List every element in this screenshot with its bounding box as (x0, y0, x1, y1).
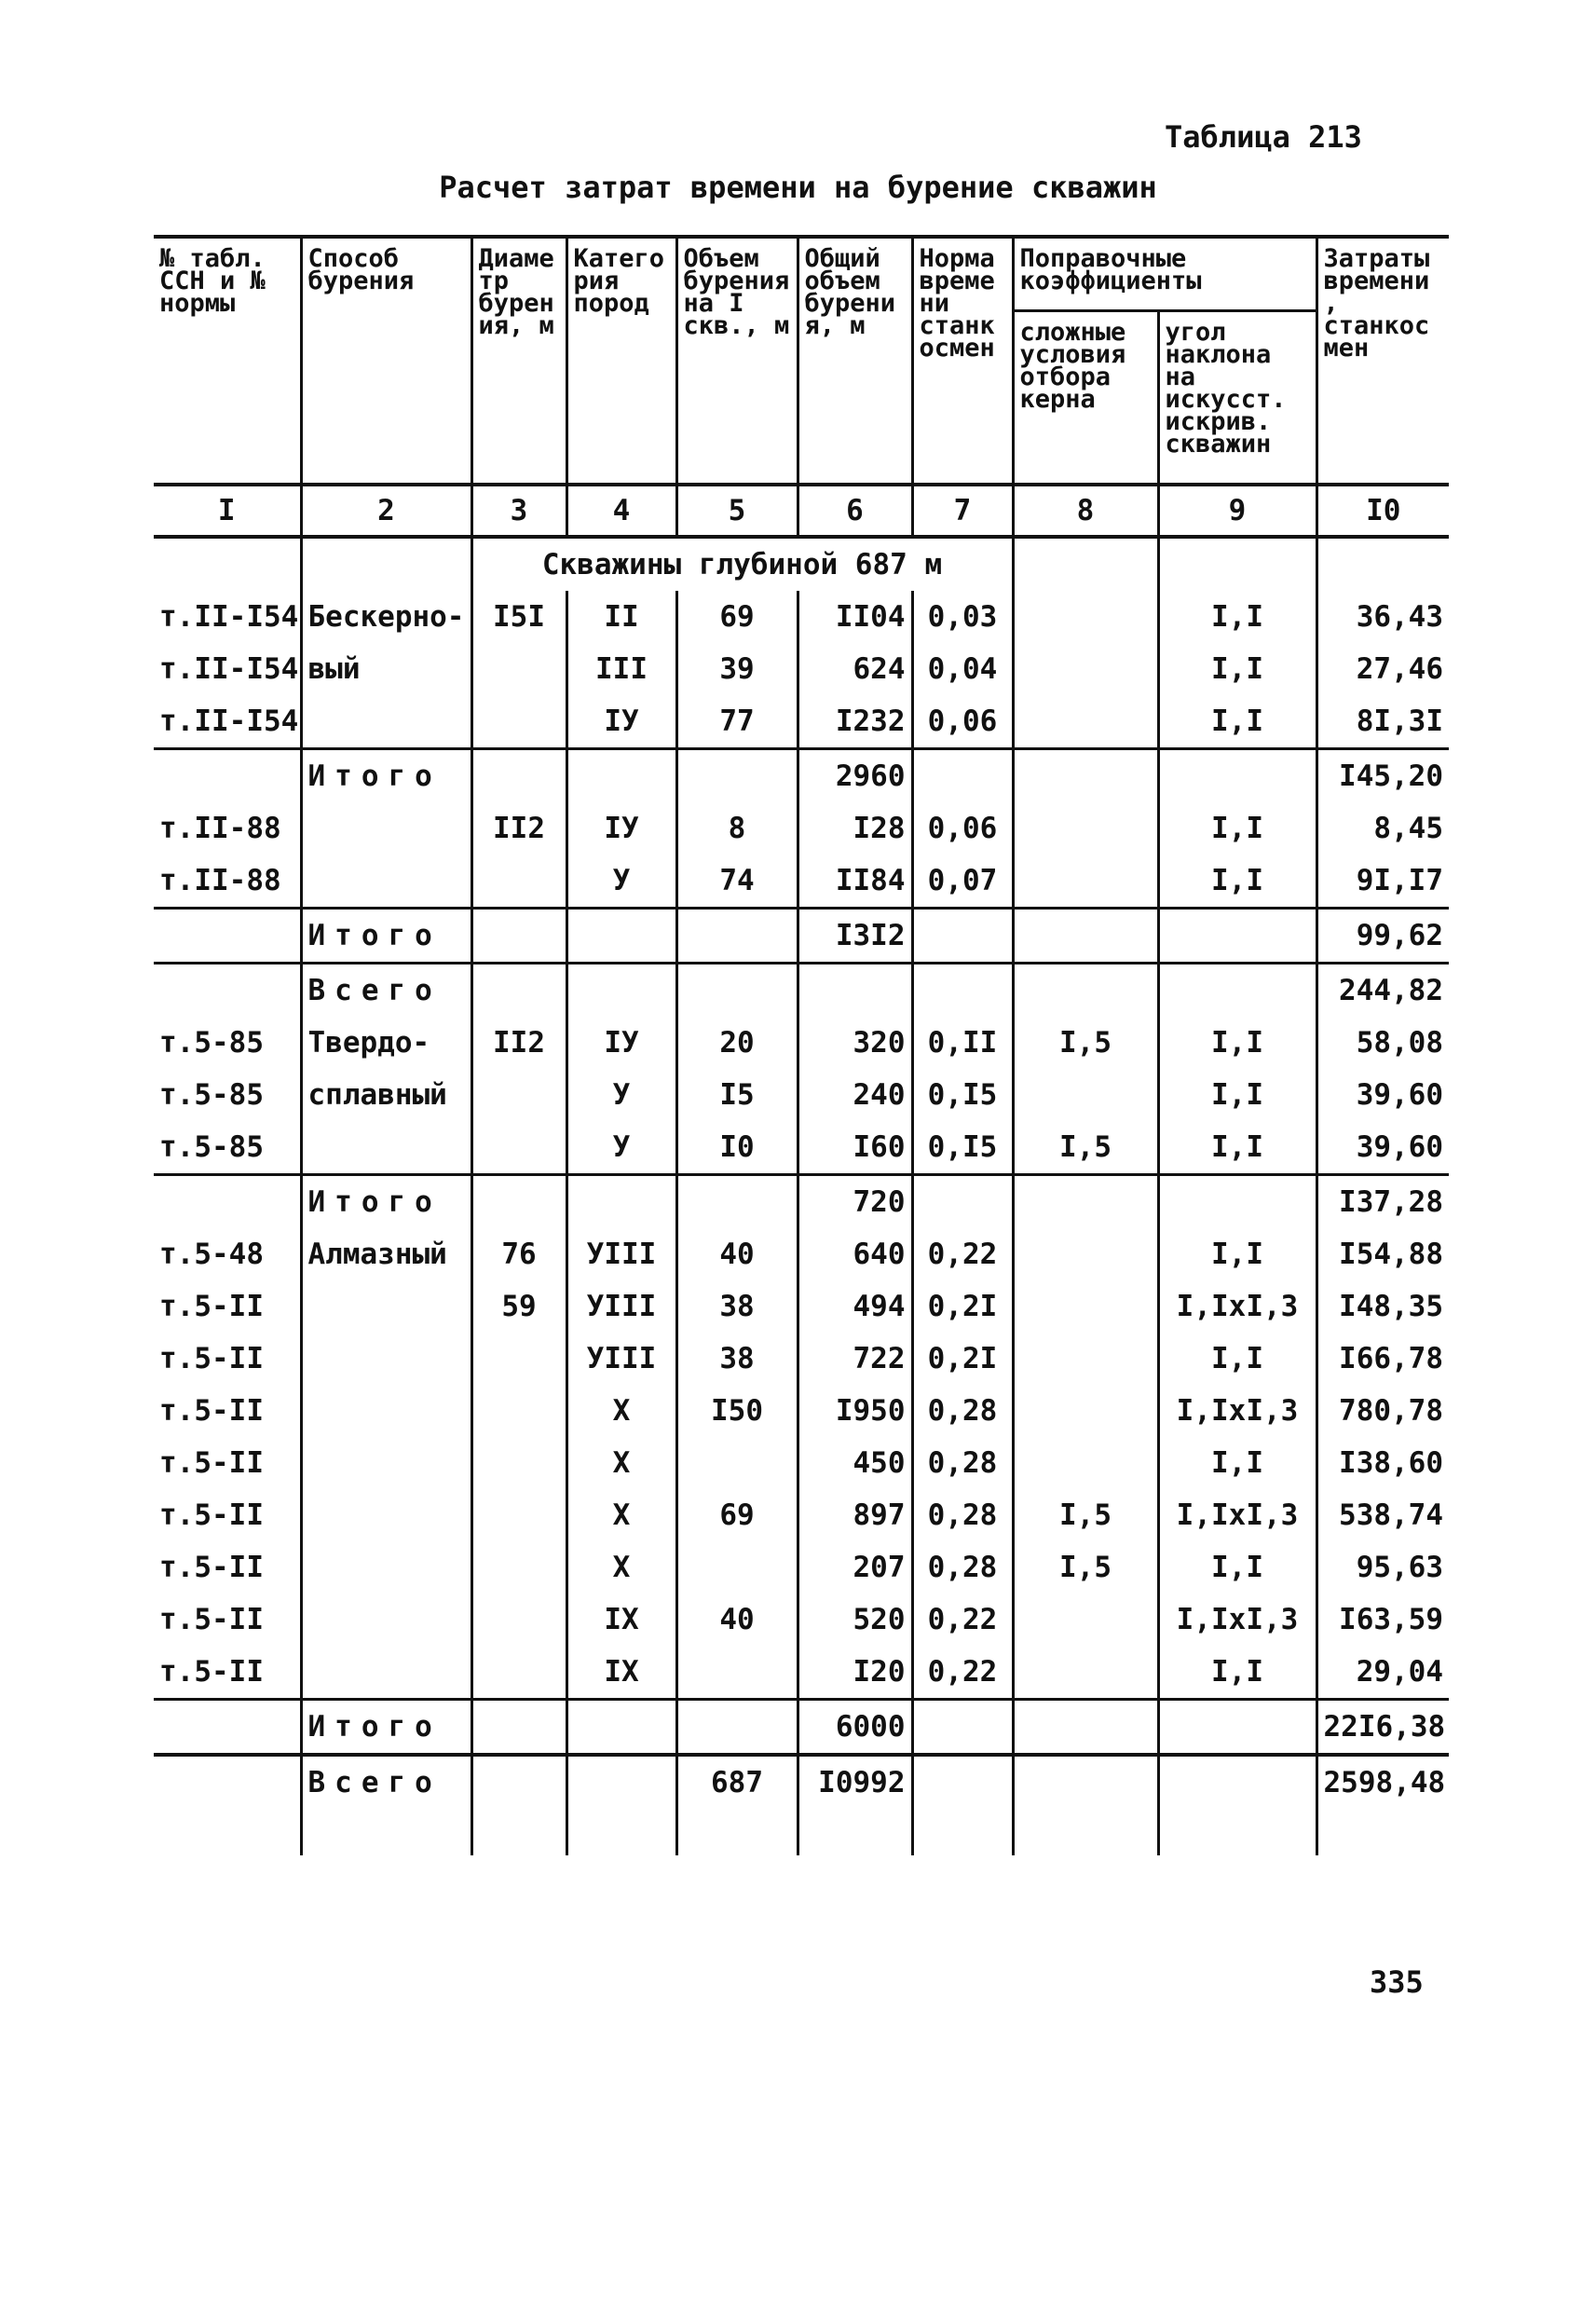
table-cell: т.5-85 (159, 1130, 264, 1164)
table-row (154, 1385, 1449, 1437)
table-cell: т.5-II (159, 1446, 264, 1480)
table-cell: 9I,I7 (1316, 855, 1449, 909)
table-cell (676, 1541, 798, 1594)
table-cell: I,I (1158, 1069, 1316, 1121)
table-cell (676, 1437, 798, 1489)
table-cell: I,I (1158, 855, 1316, 909)
table-cell: 450 (798, 1437, 912, 1489)
total-row (154, 1755, 1449, 1809)
table-cell (1013, 1385, 1158, 1437)
table-cell: 0,28 (912, 1489, 1013, 1541)
table-cell: 74 (676, 855, 798, 909)
table-row (154, 802, 1449, 855)
table-cell: 0,28 (912, 1437, 1013, 1489)
table-row (154, 1594, 1449, 1646)
table-cell: X (566, 1541, 676, 1594)
table-cell: т.5-II (159, 1342, 264, 1375)
table-cell: 40 (676, 1228, 798, 1280)
table-cell: вый (301, 643, 471, 695)
table-cell (566, 1755, 676, 1809)
table-cell: X (566, 1437, 676, 1489)
header-rock-category: Категория пород (566, 237, 676, 485)
table-row (154, 695, 1449, 749)
table-cell: 0,28 (912, 1541, 1013, 1594)
column-number: I (154, 485, 301, 537)
table-cell: I950 (798, 1385, 912, 1437)
table-cell: I,IxI,3 (1158, 1280, 1316, 1333)
table-cell: IУ (566, 695, 676, 749)
total-row (154, 1700, 1449, 1756)
table-cell (154, 1175, 301, 1229)
header-volume-per-well: Объем бурения на I скв., м (676, 237, 798, 485)
table-cell: 624 (798, 643, 912, 695)
table-cell (1013, 909, 1158, 964)
table-cell (1013, 1069, 1158, 1121)
table-cell (798, 964, 912, 1018)
table-cell: т.5-II (159, 1551, 264, 1584)
table-cell (1013, 1333, 1158, 1385)
table-cell: т.II-I54 (159, 652, 299, 686)
table-cell (301, 1333, 471, 1385)
total-row (154, 909, 1449, 964)
table-cell (676, 909, 798, 964)
table-row (154, 1541, 1449, 1594)
table-cell: 320 (798, 1017, 912, 1069)
table-cell: 0,22 (912, 1646, 1013, 1700)
table-cell: I,I (1158, 1017, 1316, 1069)
table-cell: I,IxI,3 (1158, 1385, 1316, 1437)
table-cell: 40 (676, 1594, 798, 1646)
table-cell (301, 1594, 471, 1646)
table-cell: т.5-II (159, 1498, 264, 1532)
table-cell (471, 1646, 566, 1700)
table-cell (1013, 1700, 1158, 1756)
table-cell: 76 (471, 1228, 566, 1280)
table-cell: 22I6,38 (1316, 1700, 1449, 1756)
table-cell: I5 (676, 1069, 798, 1121)
table-cell: I,5 (1013, 1017, 1158, 1069)
column-number: 5 (676, 485, 798, 537)
table-cell (301, 1541, 471, 1594)
table-cell (1158, 1175, 1316, 1229)
table-cell: I,I (1158, 1228, 1316, 1280)
table-cell: 0,II (912, 1017, 1013, 1069)
table-cell: 0,03 (912, 591, 1013, 643)
table-cell: 59 (471, 1280, 566, 1333)
table-cell (566, 749, 676, 803)
table-row (154, 1228, 1449, 1280)
data-table-container (154, 235, 1449, 1855)
table-cell (471, 643, 566, 695)
table-cell: т.5-II (159, 1603, 264, 1636)
table-cell (154, 1755, 301, 1809)
table-cell (566, 1700, 676, 1756)
table-cell (1013, 1755, 1158, 1809)
table-cell: IУ (566, 802, 676, 855)
table-cell (471, 1594, 566, 1646)
table-cell: I,I (1158, 1333, 1316, 1385)
table-cell: II04 (798, 591, 912, 643)
table-row (154, 1489, 1449, 1541)
table-cell: II (566, 591, 676, 643)
table-cell (471, 1069, 566, 1121)
table-cell: т.5-II (159, 1290, 264, 1323)
table-cell: 39,60 (1316, 1121, 1449, 1175)
table-cell: I0 (676, 1121, 798, 1175)
table-cell: 2960 (798, 749, 912, 803)
table-row (154, 643, 1449, 695)
table-cell: т.II-88 (159, 812, 281, 845)
table-cell (912, 1700, 1013, 1756)
table-cell: 69 (676, 1489, 798, 1541)
table-cell (471, 1755, 566, 1809)
table-cell: I,I (1158, 643, 1316, 695)
table-cell (301, 695, 471, 749)
table-row (154, 1646, 1449, 1700)
table-cell: т.5-85 (159, 1026, 264, 1060)
table-cell: 0,I5 (912, 1069, 1013, 1121)
table-cell (154, 964, 301, 1018)
table-cell: I,I (1158, 1541, 1316, 1594)
table-cell: 722 (798, 1333, 912, 1385)
table-cell: 38 (676, 1280, 798, 1333)
table-cell: 0,I5 (912, 1121, 1013, 1175)
table-cell: 8I,3I (1316, 695, 1449, 749)
table-cell: 538,74 (1316, 1489, 1449, 1541)
table-cell (912, 749, 1013, 803)
table-cell (566, 964, 676, 1018)
drilling-time-table (154, 235, 1449, 1855)
table-cell: I0992 (798, 1755, 912, 1809)
table-cell (301, 1280, 471, 1333)
table-cell: УIII (566, 1280, 676, 1333)
table-cell: т.5-II (159, 1655, 264, 1689)
table-cell: I60 (798, 1121, 912, 1175)
table-row (154, 1437, 1449, 1489)
total-row (154, 1175, 1449, 1229)
table-cell: I37,28 (1316, 1175, 1449, 1229)
table-cell (471, 909, 566, 964)
table-cell: IX (566, 1594, 676, 1646)
table-cell: 520 (798, 1594, 912, 1646)
table-cell: 29,04 (1316, 1646, 1449, 1700)
header-table-ref: № табл. ССН и № нормы (159, 244, 266, 318)
table-cell: 240 (798, 1069, 912, 1121)
header-correction-coefficients: Поправочные коэффициенты (1013, 237, 1316, 311)
table-cell (1158, 1755, 1316, 1809)
table-cell (301, 1385, 471, 1437)
table-cell: 99,62 (1316, 909, 1449, 964)
header-total-volume: Общий объем бурения, м (798, 237, 912, 485)
table-cell (566, 909, 676, 964)
table-cell (301, 1646, 471, 1700)
table-cell (471, 1175, 566, 1229)
table-cell: 20 (676, 1017, 798, 1069)
table-cell: 0,06 (912, 695, 1013, 749)
table-cell (471, 1385, 566, 1437)
table-cell: Итого (301, 909, 471, 964)
table-cell: сплавный (301, 1069, 471, 1121)
table-cell (1013, 1437, 1158, 1489)
table-cell: 69 (676, 591, 798, 643)
table-cell (471, 855, 566, 909)
table-cell: I,5 (1013, 1541, 1158, 1594)
column-number-row (154, 485, 1449, 537)
table-cell (676, 964, 798, 1018)
table-cell: УIII (566, 1228, 676, 1280)
table-cell (1013, 1280, 1158, 1333)
table-cell: У (566, 1121, 676, 1175)
column-number: 4 (566, 485, 676, 537)
table-row (154, 1333, 1449, 1385)
table-cell: I54,88 (1316, 1228, 1449, 1280)
table-cell: I66,78 (1316, 1333, 1449, 1385)
header-diameter: Диаметр бурения, м (471, 237, 566, 485)
table-cell (471, 749, 566, 803)
table-cell: IУ (566, 1017, 676, 1069)
section-title: Скважины глубиной 687 м (471, 537, 1013, 591)
table-cell (301, 1437, 471, 1489)
table-cell (301, 1489, 471, 1541)
table-cell: 0,22 (912, 1228, 1013, 1280)
table-cell (1013, 855, 1158, 909)
table-cell: I,I (1158, 1121, 1316, 1175)
table-cell (471, 1121, 566, 1175)
table-cell: 687 (676, 1755, 798, 1809)
table-cell: т.5-85 (159, 1078, 264, 1112)
table-cell (1013, 1594, 1158, 1646)
table-cell (1013, 964, 1158, 1018)
table-row (154, 1069, 1449, 1121)
table-cell: 0,22 (912, 1594, 1013, 1646)
table-cell: т.5-II (159, 1394, 264, 1428)
table-cell: 39 (676, 643, 798, 695)
table-cell: 58,08 (1316, 1017, 1449, 1069)
table-cell (1013, 591, 1158, 643)
table-cell: 897 (798, 1489, 912, 1541)
table-cell: I232 (798, 695, 912, 749)
table-cell: У (566, 1069, 676, 1121)
table-cell: 244,82 (1316, 964, 1449, 1018)
total-row (154, 749, 1449, 803)
table-cell (1013, 802, 1158, 855)
table-cell: 0,04 (912, 643, 1013, 695)
header-complex-conditions: сложные условия отбора керна (1013, 311, 1158, 486)
table-cell: I,5 (1013, 1489, 1158, 1541)
table-cell: I45,20 (1316, 749, 1449, 803)
table-cell: 6000 (798, 1700, 912, 1756)
table-cell: II2 (471, 1017, 566, 1069)
table-cell: II2 (471, 802, 566, 855)
table-cell (676, 1175, 798, 1229)
total-row (154, 964, 1449, 1018)
table-cell (676, 1700, 798, 1756)
table-row (154, 1017, 1449, 1069)
table-cell: т.II-88 (159, 864, 281, 897)
table-cell (471, 1700, 566, 1756)
table-row (154, 855, 1449, 909)
table-cell (912, 909, 1013, 964)
table-tail (154, 1809, 1449, 1855)
table-cell (676, 749, 798, 803)
table-cell: 95,63 (1316, 1541, 1449, 1594)
table-cell (1013, 1175, 1158, 1229)
table-row (154, 1121, 1449, 1175)
table-cell: I38,60 (1316, 1437, 1449, 1489)
table-cell: 36,43 (1316, 591, 1449, 643)
table-cell (1013, 1646, 1158, 1700)
table-cell: У (566, 855, 676, 909)
table-cell: 27,46 (1316, 643, 1449, 695)
table-cell: I,IxI,3 (1158, 1489, 1316, 1541)
table-cell (471, 1489, 566, 1541)
table-cell: I20 (798, 1646, 912, 1700)
table-row (154, 591, 1449, 643)
header-time-cost: Затраты времени, станкосмен (1316, 237, 1449, 485)
table-cell (301, 1121, 471, 1175)
page-number: 335 (1370, 1964, 1424, 2000)
table-cell (912, 1175, 1013, 1229)
table-cell: 494 (798, 1280, 912, 1333)
header-time-norm: Норма времени станкосмен (912, 237, 1013, 485)
column-number: 2 (301, 485, 471, 537)
table-cell: I5I (471, 591, 566, 643)
table-cell (471, 964, 566, 1018)
table-cell (1013, 749, 1158, 803)
table-cell: 720 (798, 1175, 912, 1229)
table-cell (471, 1437, 566, 1489)
table-cell: X (566, 1489, 676, 1541)
table-cell: Всего (301, 964, 471, 1018)
table-cell: I28 (798, 802, 912, 855)
table-cell (154, 1700, 301, 1756)
table-cell (566, 1175, 676, 1229)
table-cell: I,I (1158, 1437, 1316, 1489)
table-cell: III (566, 643, 676, 695)
table-cell (301, 802, 471, 855)
table-cell: 0,07 (912, 855, 1013, 909)
table-cell: т.II-I54 (159, 600, 299, 634)
table-cell: 780,78 (1316, 1385, 1449, 1437)
table-cell: I63,59 (1316, 1594, 1449, 1646)
table-cell: X (566, 1385, 676, 1437)
table-cell (1013, 643, 1158, 695)
column-number: 9 (1158, 485, 1316, 537)
table-cell (301, 855, 471, 909)
header-method: Способ бурения (301, 237, 471, 485)
section-title-row (154, 537, 1449, 591)
table-cell (1158, 749, 1316, 803)
table-cell (1158, 1700, 1316, 1756)
table-cell: 0,2I (912, 1280, 1013, 1333)
header-inclination-angle: угол наклона на искусст. искрив. скважин (1158, 311, 1316, 486)
table-cell (912, 964, 1013, 1018)
table-cell (471, 695, 566, 749)
table-cell: I50 (676, 1385, 798, 1437)
table-cell: I3I2 (798, 909, 912, 964)
column-number: 3 (471, 485, 566, 537)
table-cell: 8 (676, 802, 798, 855)
table-cell: I48,35 (1316, 1280, 1449, 1333)
table-cell: I,I (1158, 1646, 1316, 1700)
column-number: I0 (1316, 485, 1449, 537)
table-cell (1013, 1228, 1158, 1280)
table-cell (471, 1541, 566, 1594)
table-cell: т.II-I54 (159, 705, 299, 738)
table-cell (1158, 964, 1316, 1018)
table-cell: 8,45 (1316, 802, 1449, 855)
table-cell: 207 (798, 1541, 912, 1594)
table-cell: Итого (301, 1700, 471, 1756)
table-cell: Всего (301, 1755, 471, 1809)
table-body (154, 537, 1449, 1855)
table-cell (1013, 695, 1158, 749)
column-number: 7 (912, 485, 1013, 537)
table-cell: I,5 (1013, 1121, 1158, 1175)
table-number: Таблица 213 (1165, 119, 1362, 155)
table-cell: Бескерно- (301, 591, 471, 643)
table-cell: 38 (676, 1333, 798, 1385)
table-row (154, 1280, 1449, 1333)
table-cell: I,I (1158, 695, 1316, 749)
table-cell: 77 (676, 695, 798, 749)
table-cell: 0,06 (912, 802, 1013, 855)
table-cell: Твердо- (301, 1017, 471, 1069)
table-cell: Итого (301, 1175, 471, 1229)
table-cell (154, 909, 301, 964)
table-cell: 0,2I (912, 1333, 1013, 1385)
table-cell: УIII (566, 1333, 676, 1385)
table-cell (1158, 909, 1316, 964)
table-cell: т.5-48 (159, 1238, 264, 1271)
table-cell: 2598,48 (1316, 1755, 1449, 1809)
table-cell (154, 749, 301, 803)
column-number: 6 (798, 485, 912, 537)
table-cell: 0,28 (912, 1385, 1013, 1437)
table-cell: 640 (798, 1228, 912, 1280)
table-cell: 39,60 (1316, 1069, 1449, 1121)
table-cell (471, 1333, 566, 1385)
column-number: 8 (1013, 485, 1158, 537)
table-cell: Итого (301, 749, 471, 803)
table-cell: II84 (798, 855, 912, 909)
table-title: Расчет затрат времени на бурение скважин (439, 170, 1157, 205)
table-cell: I,IxI,3 (1158, 1594, 1316, 1646)
table-cell: I,I (1158, 802, 1316, 855)
table-cell (912, 1755, 1013, 1809)
table-cell: Алмазный (301, 1228, 471, 1280)
table-cell: I,I (1158, 591, 1316, 643)
table-cell: IX (566, 1646, 676, 1700)
table-cell (676, 1646, 798, 1700)
